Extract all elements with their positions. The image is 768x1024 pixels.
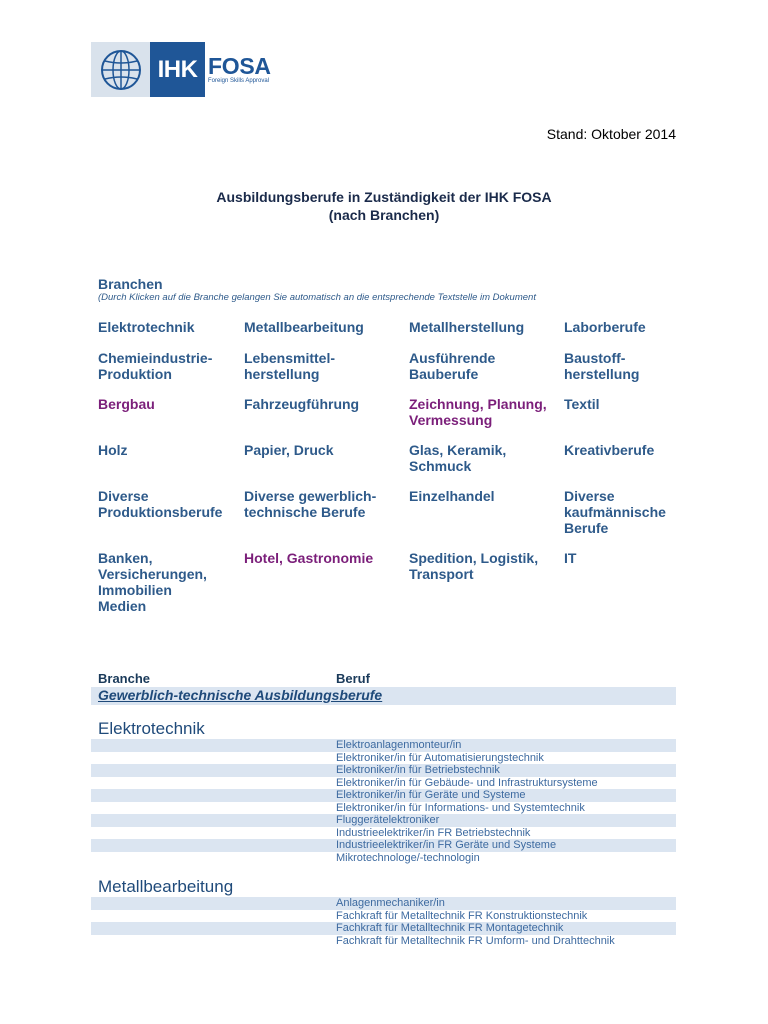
branche-link[interactable]: Elektrotechnik [98,319,195,335]
branche-link[interactable]: Laborberufe [564,319,646,335]
beruf-link[interactable]: Fachkraft für Metalltechnik FR Konstruktionstechnik [336,909,588,922]
branche-link[interactable]: Metallherstellung [409,319,525,335]
beruf-link[interactable]: Elektroniker/in für Informations- und Systemtechnik [336,801,585,814]
logo-tagline: Foreign Skills Approval [208,77,270,84]
branche-link[interactable]: Baustoff- herstellung [564,350,640,382]
beruf-link[interactable]: Fluggerätelektroniker [336,814,440,826]
title-line-2: (nach Branchen) [328,207,440,223]
section-title: Gewerblich-technische Ausbildungsberufe [98,687,383,703]
column-header-beruf: Beruf [336,671,370,686]
group-title-elektrotechnik: Elektrotechnik [98,719,205,738]
branche-link[interactable]: Einzelhandel [409,488,495,504]
branche-link[interactable]: Banken, Versicherungen, Immobilien Medien [98,550,207,614]
beruf-link[interactable]: Elektroniker/in für Gebäude- und Infrastruktursysteme [336,776,598,789]
section-header [91,687,676,705]
branche-link[interactable]: Zeichnung, Planung, Vermessung [409,396,547,428]
table-row [91,935,676,948]
table-row [91,739,676,752]
branche-link[interactable]: Glas, Keramik, Schmuck [409,442,507,474]
branche-link[interactable]: Diverse Produktionsberufe [98,488,223,520]
beruf-link[interactable]: Fachkraft für Metalltechnik FR Umform- und Drahttechnik [336,934,615,947]
ihk-fosa-logo [91,42,273,97]
branche-link[interactable]: Fahrzeugführung [244,396,360,412]
table-row [91,839,676,852]
logo-ihk-block: IHK [150,42,205,97]
title-line-1: Ausbildungsberufe in Zuständigkeit der IHK FOSA [216,189,552,205]
group-rows-elektrotechnik [91,739,676,864]
table-row [91,814,676,827]
beruf-link[interactable]: Mikrotechnologe/-technologin [336,851,480,864]
beruf-link[interactable]: Anlagenmechaniker/in [336,897,445,909]
table-row [91,910,676,923]
branchen-note: (Durch Klicken auf die Branche gelangen Sie automatisch an die entsprechende Textstelle im Dokument [98,292,536,303]
branche-link[interactable]: Textil [564,396,600,412]
branche-link[interactable]: Chemieindustrie- Produktion [98,350,213,382]
logo-wordmark [205,42,271,97]
table-row [91,752,676,765]
table-row [91,802,676,815]
branche-link[interactable]: Holz [98,442,128,458]
beruf-link[interactable]: Elektroniker/in für Automatisierungstechnik [336,751,544,764]
branche-link[interactable]: Diverse kaufmännische Berufe [564,488,666,536]
branche-link[interactable]: Spedition, Logistik, Transport [409,550,539,582]
branche-link[interactable]: Diverse gewerblich- technische Berufe [244,488,377,520]
globe-icon [91,42,150,97]
branche-link[interactable]: Lebensmittel- herstellung [244,350,336,382]
beruf-link[interactable]: Elektroniker/in für Geräte und Systeme [336,789,526,801]
document-date: Stand: Oktober 2014 [546,126,676,142]
branche-link[interactable]: IT [564,550,577,566]
table-row [91,852,676,865]
branche-link[interactable]: Hotel, Gastronomie [244,550,374,566]
branche-link[interactable]: Kreativberufe [564,442,655,458]
branche-link[interactable]: Bergbau [98,396,155,412]
table-row [91,764,676,777]
table-row [91,897,676,910]
branche-link[interactable]: Papier, Druck [244,442,334,458]
branche-link[interactable]: Metallbearbeitung [244,319,364,335]
table-row [91,789,676,802]
branche-link[interactable]: Ausführende Bauberufe [409,350,496,382]
beruf-link[interactable]: Industrieelektriker/in FR Geräte und Systeme [336,839,557,851]
logo-name: FOSA [208,52,271,79]
beruf-link[interactable]: Elektroanlagenmonteur/in [336,739,462,751]
document-title [0,188,768,224]
group-rows-metallbearbeitung [91,897,676,947]
table-row [91,777,676,790]
table-row [91,827,676,840]
beruf-link[interactable]: Industrieelektriker/in FR Betriebstechnik [336,826,531,839]
beruf-link[interactable]: Fachkraft für Metalltechnik FR Montagetechnik [336,922,564,934]
beruf-link[interactable]: Elektroniker/in für Betriebstechnik [336,764,500,776]
group-title-metallbearbeitung: Metallbearbeitung [98,877,234,896]
branchen-heading: Branchen [98,276,163,292]
column-header-branche: Branche [98,671,151,686]
table-row [91,922,676,935]
